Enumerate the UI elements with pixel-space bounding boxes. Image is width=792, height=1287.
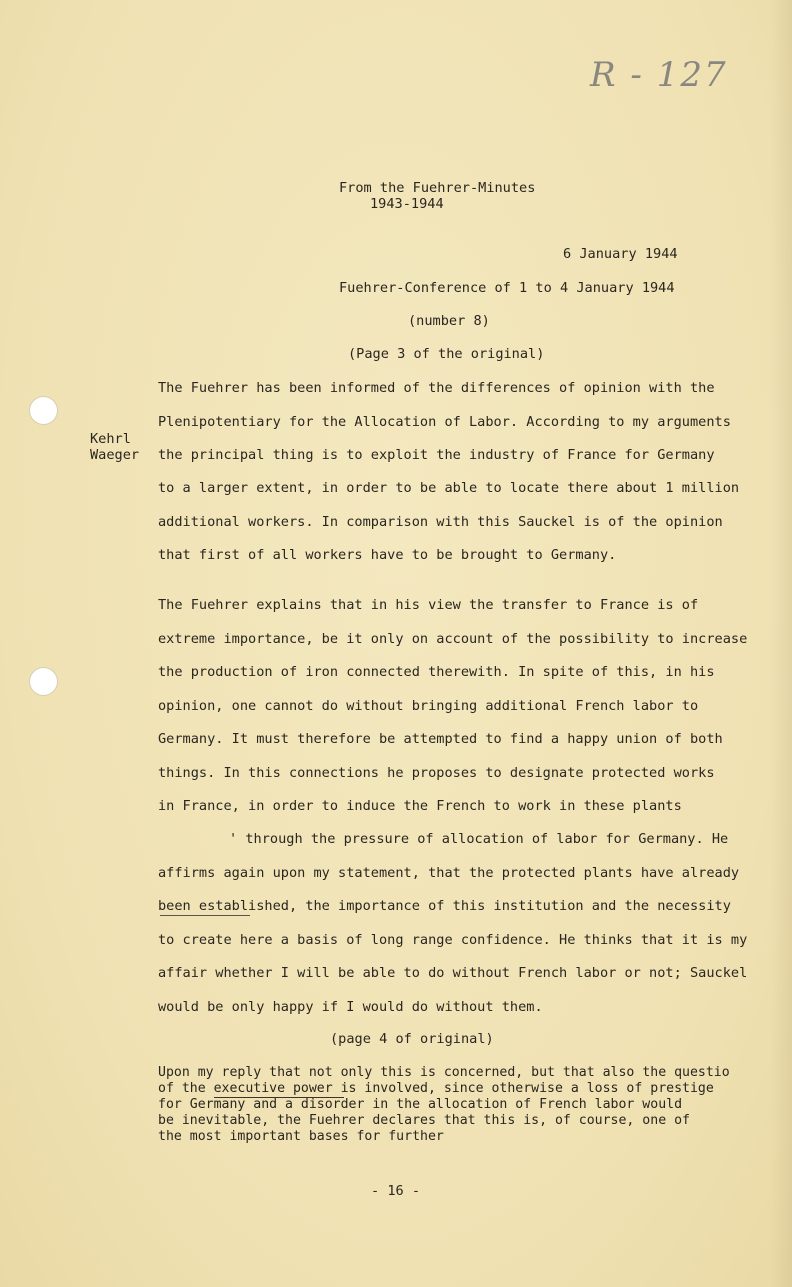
punch-hole-bottom [29,667,58,696]
margin-note-kehrl: Kehrl [90,431,131,447]
para2-line: affirms again upon my statement, that the protected plants have already [158,865,740,881]
para1-line: that first of all workers have to be brought to Germany. [158,547,617,563]
para2-line: to create here a basis of long range confidence. He thinks that it is my [158,932,748,948]
para1-line: The Fuehrer has been informed of the differences of opinion with the [158,380,715,396]
para2-line: The Fuehrer explains that in his view the transfer to France is of [158,597,699,613]
para2-line: the production of iron connected therewith. In spite of this, in his [158,664,715,680]
para2-line: Germany. It must therefore be attempted to find a happy union of both [158,731,723,747]
para3-line: the most important bases for further [158,1129,444,1144]
paper-edge-shadow [770,0,792,1287]
conference-number: (number 8) [408,313,490,329]
document-date: 6 January 1944 [563,246,678,262]
para3-line: for Germany and a disorder in the allocation of French labor would [158,1097,683,1112]
para2-line: in France, in order to induce the French to work in these plants [158,798,682,814]
source-years: 1943-1944 [370,196,444,212]
handwritten-underline [160,914,250,916]
conference-title: Fuehrer-Conference of 1 to 4 January 1944 [339,280,675,296]
para2-line: affair whether I will be able to do without French labor or not; Sauckel [158,965,748,981]
para1-line: the principal thing is to exploit the industry of France for Germany [158,447,715,463]
para1-line: Plenipotentiary for the Allocation of Labor. According to my arguments [158,414,731,430]
para2-line: ' through the pressure of allocation of labor for Germany. He [229,831,729,847]
para2-line: things. In this connections he proposes to designate protected works [158,765,715,781]
original-page-reference-2: (page 4 of original) [330,1031,494,1047]
handwritten-document-number: R - 127 [590,55,728,95]
para3-line: be inevitable, the Fuehrer declares that this is, of course, one of [158,1113,690,1128]
margin-note-waeger: Waeger [90,447,140,463]
para2-line-underlined: been established, the importance of this institution and the necessity [158,898,731,914]
para2-line: would be only happy if I would do without them. [158,999,543,1015]
para2-line: opinion, one cannot do without bringing additional French labor to [158,698,699,714]
para1-line: to a larger extent, in order to be able to locate there about 1 million [158,480,740,496]
para1-line: additional workers. In comparison with this Sauckel is of the opinion [158,514,723,530]
source-title: From the Fuehrer-Minutes [339,180,536,196]
page-number: - 16 - [371,1183,421,1199]
para3-line: Upon my reply that not only this is concerned, but that also the questio [158,1065,730,1080]
para2-line: extreme importance, be it only on account of the possibility to increase [158,631,748,647]
punch-hole-top [29,396,58,425]
original-page-reference: (Page 3 of the original) [348,346,545,362]
para3-line: of the executive power is involved, since otherwise a loss of prestige [158,1081,714,1096]
